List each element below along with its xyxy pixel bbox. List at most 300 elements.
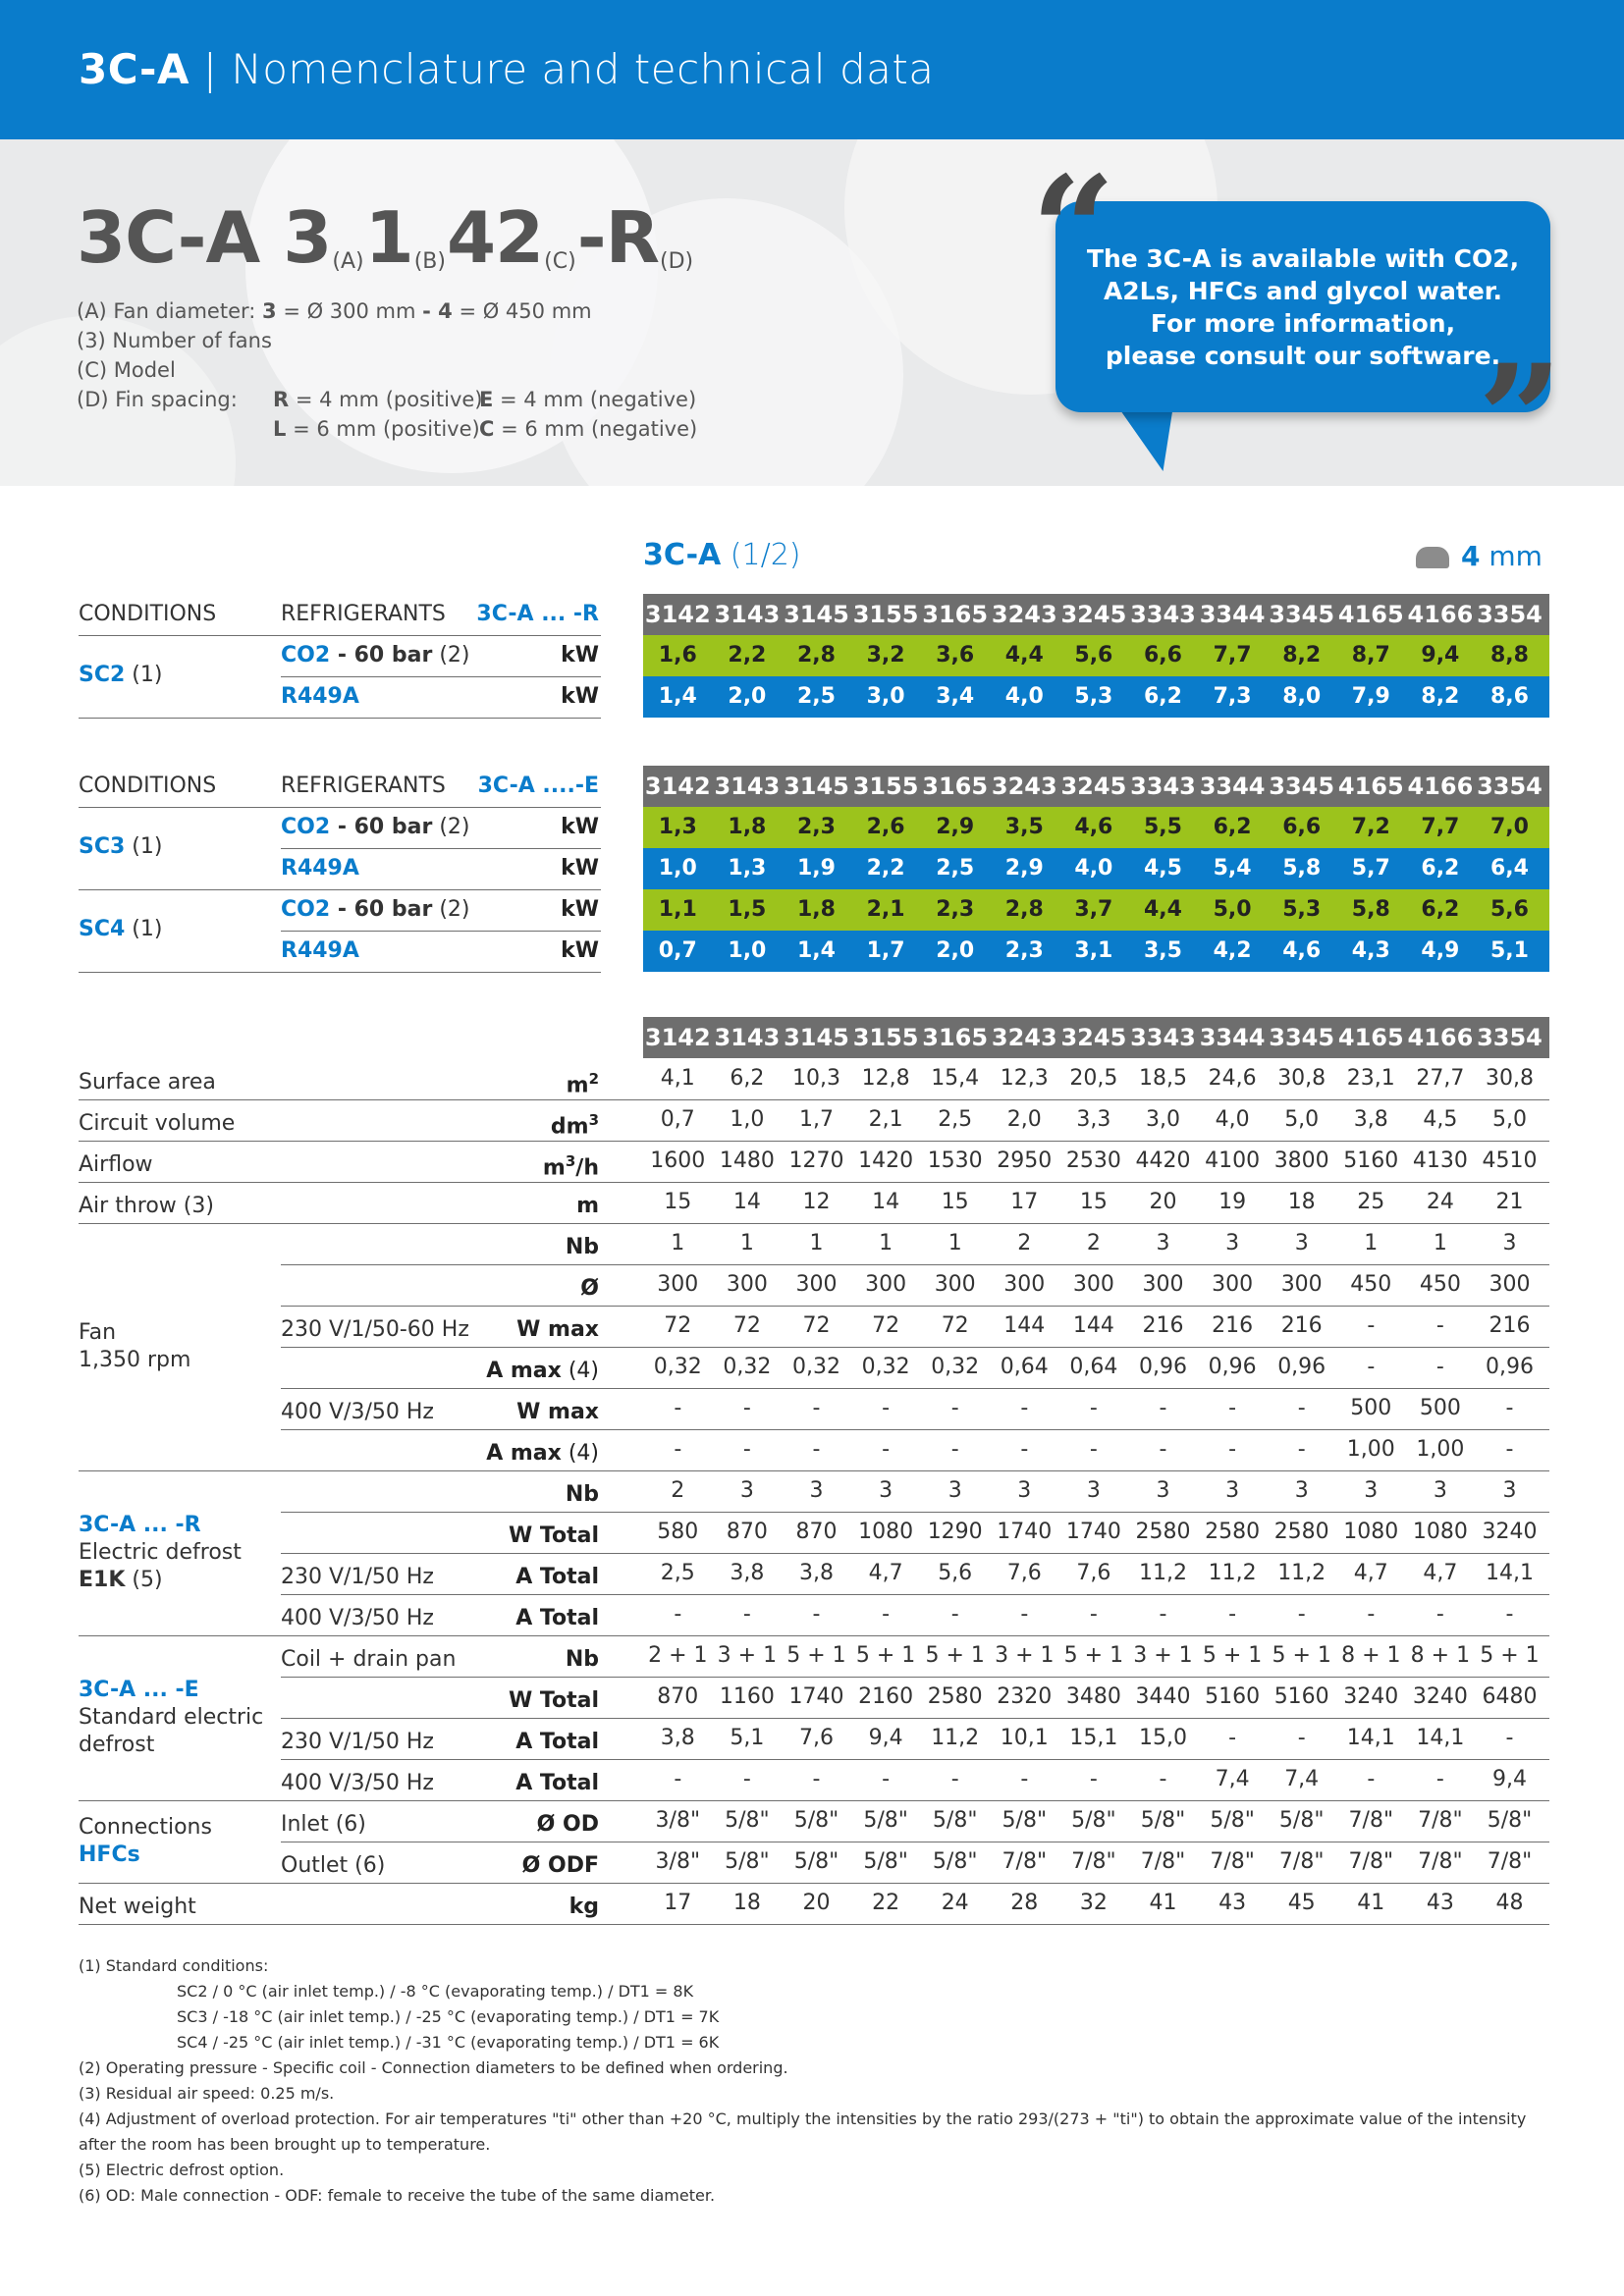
- sub-label: Inlet (6): [281, 1812, 366, 1837]
- capacity-value: 1,1: [658, 897, 697, 922]
- tech-value: 0,64: [1069, 1355, 1118, 1379]
- capacity-value: 1,3: [658, 815, 697, 839]
- tech-value: 5/8": [1210, 1808, 1255, 1833]
- tech-value: 216: [1142, 1313, 1184, 1338]
- tech-value: 5/8": [725, 1849, 770, 1874]
- tech-value: 0,32: [791, 1355, 840, 1379]
- refrigerant-name: R449A: [281, 684, 359, 709]
- tech-value: 3: [739, 1478, 754, 1503]
- tech-value: 4,7: [1423, 1561, 1458, 1585]
- legend-col: [479, 385, 696, 414]
- group-line: Standard electric: [79, 1705, 264, 1730]
- capacity-value: 4,5: [1143, 856, 1182, 881]
- tech-value: 2,5: [660, 1561, 695, 1585]
- tech-value: 580: [657, 1520, 699, 1544]
- model-header-cell: 3165: [922, 1024, 989, 1051]
- conditions-header: CONDITIONS: [79, 774, 217, 798]
- model-header-cell: 3343: [1130, 601, 1196, 628]
- model-header-cell: 3165: [922, 773, 989, 800]
- capacity-value: 4,3: [1351, 938, 1390, 963]
- tech-value: -: [1297, 1437, 1306, 1462]
- unit-label: kW: [561, 897, 599, 922]
- tech-value: 2,1: [868, 1107, 903, 1132]
- tech-value: 5,0: [1284, 1107, 1320, 1132]
- capacity-value: 5,3: [1282, 897, 1322, 922]
- tech-value: 7/8": [1210, 1849, 1255, 1874]
- tech-value: 5/8": [725, 1808, 770, 1833]
- group-label: [79, 1319, 190, 1374]
- refrigerants-header: REFRIGERANTS: [281, 774, 446, 798]
- tech-value: 15,0: [1138, 1726, 1187, 1750]
- tech-value: 2580: [1205, 1520, 1261, 1544]
- footnote: (6) OD: Male connection - ODF: female to receive the tube of the same diameter.: [79, 2186, 716, 2205]
- unit-label: [566, 1647, 599, 1672]
- capacity-value: 5,6: [1489, 897, 1529, 922]
- tech-value: -: [742, 1396, 751, 1420]
- callout-line: For more information,: [1150, 309, 1456, 338]
- tech-value: 5,6: [938, 1561, 973, 1585]
- tech-value: 300: [1489, 1272, 1531, 1297]
- model-header-cell: 3243: [991, 1024, 1057, 1051]
- tech-value: -: [882, 1602, 891, 1627]
- tech-value: 2: [671, 1478, 685, 1503]
- tech-value: 5/8": [1001, 1808, 1048, 1833]
- legend-text: = 4 mm (negative): [493, 388, 697, 411]
- tech-value: 5/8": [1278, 1808, 1325, 1833]
- unit-text: m: [542, 1155, 566, 1181]
- row-divider: [281, 848, 601, 849]
- tech-value: 4100: [1205, 1148, 1261, 1173]
- tech-value: 72: [802, 1313, 831, 1338]
- capacity-value: 5,4: [1213, 856, 1252, 881]
- code-subscript: (C): [544, 249, 576, 274]
- model-header-cell: 3343: [1130, 1024, 1196, 1051]
- tech-value: -: [742, 1437, 751, 1462]
- footnote: (4) Adjustment of overload protection. For air temperatures "ti" other than +20 °C, multiply the intensities by the ratio 293/(273 + "ti") to obtain the approximate value of the intensity after the room has been brought up to temperature.: [79, 2109, 1527, 2154]
- tech-value: 18,5: [1138, 1066, 1187, 1091]
- tech-value: 5160: [1273, 1684, 1329, 1709]
- model-header-cell: 3143: [714, 773, 781, 800]
- capacity-value: 6,2: [1421, 897, 1460, 922]
- tech-value: 45: [1287, 1891, 1316, 1915]
- refrigerant-note: (2): [432, 815, 470, 839]
- footnote: SC2 / 0 °C (air inlet temp.) / -8 °C (evaporating temp.) / DT1 = 8K: [177, 1982, 694, 2001]
- capacity-value: 2,8: [1004, 897, 1044, 922]
- tech-value: 1,00: [1416, 1437, 1465, 1462]
- capacity-value: 7,7: [1421, 815, 1460, 839]
- legend-line: [77, 326, 592, 355]
- tech-value: -: [1020, 1396, 1029, 1420]
- tech-value: 15,4: [931, 1066, 980, 1091]
- capacity-value: 5,3: [1074, 684, 1113, 709]
- capacity-value: 3,5: [1004, 815, 1044, 839]
- model-header-cell: 3345: [1269, 601, 1335, 628]
- tech-value: 2,0: [1006, 1107, 1042, 1132]
- tech-value: 21: [1495, 1190, 1524, 1214]
- legend-bold: L: [273, 417, 287, 441]
- model-header-cell: 3243: [991, 601, 1057, 628]
- capacity-value: 5,5: [1143, 815, 1182, 839]
- unit-text: W Total: [508, 1523, 599, 1548]
- tech-value: -: [812, 1437, 821, 1462]
- unit-label: [580, 1276, 599, 1301]
- tech-value: 216: [1280, 1313, 1323, 1338]
- tech-value: 72: [941, 1313, 969, 1338]
- group-series: 3C-A ... -E: [79, 1678, 199, 1702]
- tech-value: 3440: [1135, 1684, 1191, 1709]
- tech-value: 72: [732, 1313, 761, 1338]
- group-series: 3C-A ... -R: [79, 1513, 201, 1537]
- unit-text: Ø OD: [536, 1812, 599, 1837]
- capacity-value: 8,0: [1282, 684, 1322, 709]
- unit-text: W Total: [508, 1688, 599, 1713]
- callout-bubble: [1056, 201, 1550, 412]
- unit-label: [551, 1111, 599, 1139]
- row-divider: [79, 718, 601, 719]
- condition-note: (1): [125, 917, 163, 941]
- callout-line: please consult our software.: [1105, 342, 1501, 370]
- tech-value: -: [742, 1602, 751, 1627]
- tech-value: 1: [1433, 1231, 1447, 1255]
- unit-label: [509, 1688, 599, 1713]
- tech-value: 1530: [927, 1148, 983, 1173]
- footnote: (1) Standard conditions:: [79, 1956, 269, 1975]
- capacity-value: 7,9: [1351, 684, 1390, 709]
- tech-value: 3 + 1: [1133, 1643, 1193, 1668]
- tech-value: 15: [664, 1190, 692, 1214]
- refrigerant-label: [281, 897, 469, 922]
- refrigerant-name: R449A: [281, 938, 359, 963]
- capacity-value: 2,5: [796, 684, 836, 709]
- tech-value: 32: [1079, 1891, 1108, 1915]
- group-defrost: [79, 1567, 242, 1594]
- series-label: 3C-A ....-E: [477, 774, 599, 798]
- row-divider: [79, 807, 601, 808]
- tech-value: 9,4: [1491, 1767, 1527, 1791]
- unit-superscript: 3: [588, 1111, 599, 1129]
- tech-value: 5/8": [793, 1849, 839, 1874]
- tech-value: 1: [739, 1231, 754, 1255]
- tech-value: -: [1228, 1602, 1237, 1627]
- tech-value: -: [1505, 1437, 1514, 1462]
- unit-label: [576, 1194, 599, 1218]
- model-header-cell: 3155: [852, 1024, 919, 1051]
- model-header-cell: 4166: [1407, 601, 1474, 628]
- capacity-value: 4,4: [1004, 643, 1044, 667]
- tech-value: 12: [802, 1190, 831, 1214]
- tech-value: 1: [879, 1231, 893, 1255]
- footnote: (5) Electric defrost option.: [79, 2161, 285, 2179]
- tech-value: 3: [1156, 1231, 1170, 1255]
- tech-value: -: [1367, 1313, 1376, 1338]
- tech-value: 300: [1142, 1272, 1184, 1297]
- row-label: Net weight: [79, 1895, 196, 1919]
- row-label: Airflow: [79, 1152, 153, 1177]
- sub-label: 400 V/3/50 Hz: [281, 1400, 434, 1424]
- tech-value: 30,8: [1277, 1066, 1326, 1091]
- tech-value: 41: [1357, 1891, 1385, 1915]
- tech-value: 870: [657, 1684, 699, 1709]
- tech-value: -: [812, 1396, 821, 1420]
- tech-value: 1: [1364, 1231, 1379, 1255]
- unit-label: kW: [561, 643, 599, 667]
- tech-value: 4,5: [1423, 1107, 1458, 1132]
- unit-label: [516, 1400, 599, 1424]
- tech-value: 30,8: [1485, 1066, 1534, 1091]
- tech-value: 10,1: [1000, 1726, 1049, 1750]
- tech-value: -: [1159, 1767, 1167, 1791]
- legend-col: [479, 414, 697, 444]
- model-header-cell: 3155: [852, 773, 919, 800]
- unit-text: A Total: [515, 1606, 599, 1630]
- model-header-cell: 3344: [1199, 601, 1266, 628]
- tech-value: 1: [671, 1231, 685, 1255]
- tech-value: 3: [1225, 1231, 1240, 1255]
- tech-value: 5/8": [1487, 1808, 1533, 1833]
- footnote: SC4 / -25 °C (air inlet temp.) / -31 °C (evaporating temp.) / DT1 = 6K: [177, 2033, 720, 2052]
- tech-value: -: [1159, 1602, 1167, 1627]
- tech-value: -: [812, 1602, 821, 1627]
- sub-label: 400 V/3/50 Hz: [281, 1771, 434, 1795]
- tech-value: 3: [1225, 1478, 1240, 1503]
- model-header-cell: 3245: [1060, 601, 1127, 628]
- capacity-value: 5,6: [1074, 643, 1113, 667]
- capacity-value: 8,7: [1351, 643, 1390, 667]
- tech-value: 8 + 1: [1341, 1643, 1401, 1668]
- tech-value: 7/8": [1348, 1808, 1394, 1833]
- model-header-cell: 3142: [644, 773, 711, 800]
- tech-value: 4510: [1482, 1148, 1538, 1173]
- tech-value: 300: [934, 1272, 976, 1297]
- tech-value: 17: [664, 1891, 692, 1915]
- sub-label: 230 V/1/50 Hz: [281, 1730, 434, 1754]
- tech-value: -: [1505, 1726, 1514, 1750]
- tech-value: 4420: [1135, 1148, 1191, 1173]
- tech-value: -: [1020, 1767, 1029, 1791]
- group-line: Electric defrost: [79, 1540, 242, 1565]
- capacity-value: 5,8: [1351, 897, 1390, 922]
- unit-label: [516, 1317, 599, 1342]
- fin-spacing-icon: [1416, 547, 1449, 568]
- capacity-value: 4,4: [1143, 897, 1182, 922]
- refrigerant-note: (2): [432, 643, 470, 667]
- tech-value: -: [742, 1767, 751, 1791]
- unit-label: [522, 1853, 599, 1878]
- tech-value: 41: [1149, 1891, 1177, 1915]
- tech-value: 4,0: [1215, 1107, 1250, 1132]
- capacity-value: 2,2: [728, 643, 767, 667]
- tech-value: 5/8": [932, 1849, 978, 1874]
- model-header-cell: 3345: [1269, 1024, 1335, 1051]
- tech-value: -: [882, 1437, 891, 1462]
- tech-value: -: [1367, 1602, 1376, 1627]
- condition-code: SC4: [79, 917, 126, 941]
- model-header-cell: 3155: [852, 601, 919, 628]
- tech-value: 22: [872, 1891, 900, 1915]
- model-header-cell: 3245: [1060, 1024, 1127, 1051]
- capacity-value: 2,1: [866, 897, 905, 922]
- unit-text: A Total: [515, 1771, 599, 1795]
- unit-label: kW: [561, 815, 599, 839]
- capacity-value: 1,4: [658, 684, 697, 709]
- capacity-value: 6,6: [1143, 643, 1182, 667]
- unit-text: W max: [516, 1317, 599, 1342]
- tech-value: 12,3: [1000, 1066, 1049, 1091]
- tech-value: 8 + 1: [1410, 1643, 1471, 1668]
- row-divider: [79, 1924, 1549, 1925]
- legend-col: [273, 385, 483, 414]
- condition-code: SC3: [79, 834, 126, 859]
- legend-bold: 3: [262, 299, 277, 323]
- tech-value: 7,6: [1076, 1561, 1111, 1585]
- unit-label: kW: [561, 684, 599, 709]
- capacity-value: 2,0: [936, 938, 975, 963]
- capacity-value: 1,0: [728, 938, 767, 963]
- model-header-cell: 3145: [784, 1024, 849, 1051]
- tech-value: -: [950, 1396, 959, 1420]
- tech-value: 3/8": [655, 1808, 701, 1833]
- tech-value: 0,96: [1208, 1355, 1257, 1379]
- tech-value: 1740: [1065, 1520, 1121, 1544]
- tech-value: 9,4: [868, 1726, 903, 1750]
- legend-bold: C: [479, 417, 495, 441]
- capacity-value: 3,4: [936, 684, 975, 709]
- refrigerant-label: [281, 938, 359, 963]
- capacity-value: 1,6: [658, 643, 697, 667]
- tech-value: 19: [1218, 1190, 1247, 1214]
- tech-value: 3: [1294, 1231, 1309, 1255]
- group-line: Fan: [79, 1320, 117, 1345]
- model-header-cell: 3345: [1269, 773, 1335, 800]
- tech-value: 1160: [719, 1684, 775, 1709]
- tech-value: 3,8: [1353, 1107, 1388, 1132]
- refrigerant-label: [281, 815, 469, 839]
- tech-value: 1270: [788, 1148, 844, 1173]
- model-header-cell: 4165: [1337, 601, 1404, 628]
- unit-label: [515, 1730, 599, 1754]
- unit-text: Nb: [565, 1235, 599, 1259]
- unit-note: (4): [561, 1359, 599, 1383]
- tech-value: 1,7: [798, 1107, 834, 1132]
- tech-value: 72: [872, 1313, 900, 1338]
- tech-value: 300: [865, 1272, 907, 1297]
- unit-label: [486, 1441, 599, 1466]
- unit-label: [566, 1482, 599, 1507]
- tech-value: 1080: [1343, 1520, 1399, 1544]
- legend-text: (C) Model: [77, 358, 176, 382]
- tech-value: 0,7: [660, 1107, 695, 1132]
- tech-value: 6,2: [730, 1066, 765, 1091]
- model-header-cell: 4165: [1337, 773, 1404, 800]
- tech-value: -: [1435, 1313, 1444, 1338]
- tech-value: 1600: [650, 1148, 706, 1173]
- refrigerant-name: R449A: [281, 856, 359, 881]
- tech-value: 1,0: [730, 1107, 765, 1132]
- tech-value: 18: [732, 1891, 761, 1915]
- tech-value: 20: [802, 1891, 831, 1915]
- row-divider: [281, 931, 601, 932]
- tech-value: 72: [664, 1313, 692, 1338]
- footnote: (2) Operating pressure - Specific coil - Connection diameters to be defined when ordering.: [79, 2058, 788, 2077]
- model-header-cell: 3245: [1060, 773, 1127, 800]
- tech-value: 1,00: [1346, 1437, 1395, 1462]
- capacity-value: 3,6: [936, 643, 975, 667]
- tech-value: 3 + 1: [717, 1643, 778, 1668]
- tech-value: 300: [1280, 1272, 1323, 1297]
- unit-label: kW: [561, 938, 599, 963]
- tech-value: 1080: [858, 1520, 914, 1544]
- group-line: Connections: [79, 1815, 212, 1840]
- tech-value: -: [1228, 1437, 1237, 1462]
- capacity-value: 2,3: [1004, 938, 1044, 963]
- model-header-cell: 3354: [1477, 773, 1543, 800]
- tech-value: 4130: [1412, 1148, 1468, 1173]
- unit-label: [486, 1359, 599, 1383]
- capacity-value: 1,3: [728, 856, 767, 881]
- tech-value: 3: [1017, 1478, 1032, 1503]
- tech-value: 24: [1426, 1190, 1454, 1214]
- capacity-value: 1,4: [796, 938, 836, 963]
- tech-value: 3,8: [798, 1561, 834, 1585]
- tech-value: -: [674, 1437, 682, 1462]
- model-header-cell: 3143: [714, 1024, 781, 1051]
- tech-value: 300: [795, 1272, 838, 1297]
- tech-value: 5/8": [1140, 1808, 1186, 1833]
- tech-value: -: [882, 1396, 891, 1420]
- unit-label: [569, 1895, 599, 1919]
- callout-line: A2Ls, HFCs and glycol water.: [1103, 277, 1503, 305]
- tech-value: -: [1505, 1396, 1514, 1420]
- legend-text: (A) Fan diameter:: [77, 299, 263, 323]
- capacity-value: 2,9: [1004, 856, 1044, 881]
- tech-value: 7/8": [1001, 1849, 1048, 1874]
- tech-value: 5 + 1: [925, 1643, 985, 1668]
- legend-text: = 6 mm (positive): [286, 417, 480, 441]
- unit-text: Ø: [580, 1276, 599, 1301]
- tech-value: -: [1297, 1602, 1306, 1627]
- capacity-value: 8,6: [1489, 684, 1529, 709]
- unit-text: A Total: [515, 1565, 599, 1589]
- group-line: defrost: [79, 1733, 155, 1757]
- unit-text: W max: [516, 1400, 599, 1424]
- tech-value: 2: [1017, 1231, 1032, 1255]
- close-quote-icon: ”: [1478, 333, 1563, 506]
- tech-value: 3: [1294, 1478, 1309, 1503]
- tech-value: 23,1: [1346, 1066, 1395, 1091]
- tech-value: 5160: [1343, 1148, 1399, 1173]
- tech-value: 14,1: [1485, 1561, 1534, 1585]
- legend-bold: R: [273, 388, 290, 411]
- capacity-value: 3,1: [1074, 938, 1113, 963]
- sub-label: 230 V/1/50-60 Hz: [281, 1317, 469, 1342]
- legend-text: = 6 mm (negative): [494, 417, 698, 441]
- model-header-cell: 3243: [991, 773, 1057, 800]
- tech-value: 2160: [858, 1684, 914, 1709]
- model-header-cell: 4166: [1407, 773, 1474, 800]
- row-label: Circuit volume: [79, 1111, 236, 1136]
- unit-text: A max: [486, 1359, 562, 1383]
- tech-value: 1740: [997, 1520, 1053, 1544]
- legend-line: [77, 355, 592, 385]
- tech-value: 7/8": [1418, 1849, 1463, 1874]
- legend-bold: - 4: [422, 299, 453, 323]
- tech-value: 5 + 1: [786, 1643, 846, 1668]
- refrigerants-header: REFRIGERANTS: [281, 602, 446, 626]
- legend-col: [273, 414, 480, 444]
- capacity-value: 4,0: [1004, 684, 1044, 709]
- model-header-cell: 3142: [644, 601, 711, 628]
- code-part: 1: [364, 196, 413, 279]
